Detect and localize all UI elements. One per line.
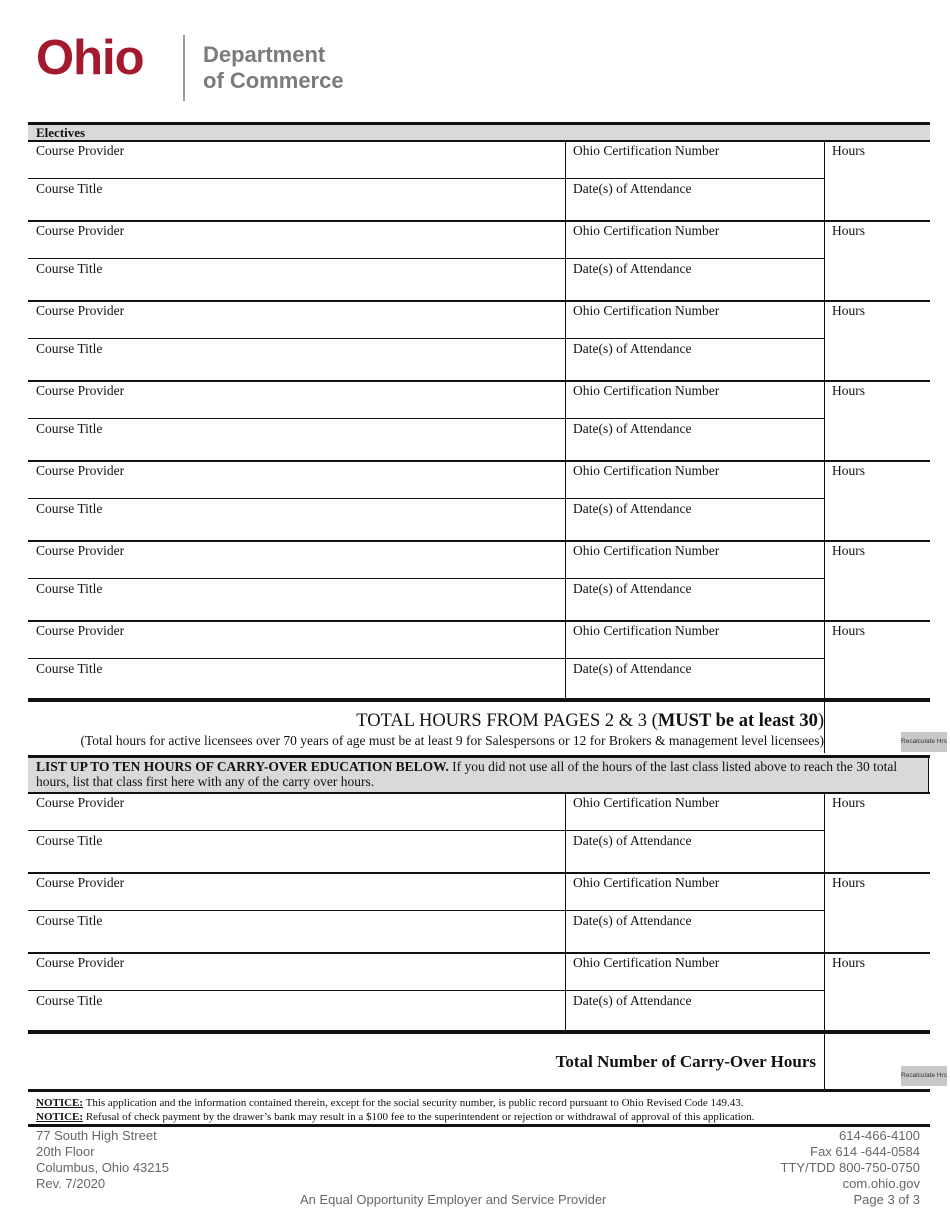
col-divider-cert: [565, 460, 566, 540]
col-divider-hours: [824, 140, 825, 220]
row-top-rule: [28, 792, 930, 794]
hours-field[interactable]: Hours: [832, 223, 865, 238]
ohio-logo: Ohio: [36, 31, 144, 85]
col-divider-cert: [565, 620, 566, 700]
col-divider-hours: [824, 792, 825, 872]
hours-field[interactable]: Hours: [832, 955, 865, 970]
row-mid-rule: [28, 830, 825, 831]
table-bottom-rule: [28, 698, 930, 702]
row-top-rule: [28, 540, 930, 542]
row-top-rule: [28, 220, 930, 222]
col-divider-hours: [824, 460, 825, 540]
attendance-dates-field[interactable]: Date(s) of Attendance: [573, 913, 692, 928]
address-line-2: 20th Floor: [36, 1144, 95, 1159]
footer-address: [36, 1128, 169, 1192]
total-title-suffix: ): [817, 711, 824, 731]
course-provider-field[interactable]: Course Provider: [36, 623, 125, 638]
course-title-field[interactable]: Course Title: [36, 661, 103, 676]
electives-title: Electives: [36, 125, 86, 140]
col-divider-cert: [565, 952, 566, 1032]
row-mid-rule: [28, 498, 825, 499]
attendance-dates-field[interactable]: Date(s) of Attendance: [573, 833, 692, 848]
table-bottom-rule: [28, 1030, 930, 1034]
address-line-3: Columbus, Ohio 43215: [36, 1160, 169, 1175]
certification-number-field[interactable]: Ohio Certification Number: [573, 543, 720, 558]
hours-field[interactable]: Hours: [832, 623, 865, 638]
course-provider-field[interactable]: Course Provider: [36, 383, 125, 398]
certification-number-field[interactable]: Ohio Certification Number: [573, 303, 720, 318]
carryover-total-label: Total Number of Carry-Over Hours: [555, 1052, 816, 1071]
fax-number: Fax 614 -644-0584: [810, 1144, 920, 1159]
row-top-rule: [28, 140, 930, 142]
row-top-rule: [28, 380, 930, 382]
course-provider-field[interactable]: Course Provider: [36, 303, 125, 318]
phone-number: 614-466-4100: [839, 1128, 920, 1143]
attendance-dates-field[interactable]: Date(s) of Attendance: [573, 501, 692, 516]
carryover-heading: [36, 759, 916, 789]
course-provider-field[interactable]: Course Provider: [36, 223, 125, 238]
course-provider-field[interactable]: Course Provider: [36, 543, 125, 558]
notice-check-refusal: [36, 1110, 755, 1124]
footer-contact: [781, 1128, 920, 1208]
footer-top-rule: [28, 1124, 930, 1127]
col-divider-cert: [565, 792, 566, 872]
col-divider-hours: [824, 220, 825, 300]
hours-field[interactable]: Hours: [832, 383, 865, 398]
course-provider-field[interactable]: Course Provider: [36, 463, 125, 478]
course-title-field[interactable]: Course Title: [36, 501, 103, 516]
notice-text: Refusal of check payment by the drawer’s bank may result in a $100 fee to the superintendent or rejection or withdrawal of approval of this application.: [83, 1111, 755, 1123]
certification-number-field[interactable]: Ohio Certification Number: [573, 955, 720, 970]
course-title-field[interactable]: Course Title: [36, 341, 103, 356]
certification-number-field[interactable]: Ohio Certification Number: [573, 795, 720, 810]
row-mid-rule: [28, 910, 825, 911]
total-title-prefix: TOTAL HOURS FROM PAGES 2 & 3 (: [356, 711, 658, 731]
total-title-bold: MUST be at least 30: [657, 711, 818, 731]
course-provider-field[interactable]: Course Provider: [36, 143, 125, 158]
row-mid-rule: [28, 338, 825, 339]
certification-number-field[interactable]: Ohio Certification Number: [573, 875, 720, 890]
hours-field[interactable]: Hours: [832, 543, 865, 558]
page-number: Page 3 of 3: [853, 1192, 920, 1207]
row-top-rule: [28, 952, 930, 954]
course-title-field[interactable]: Course Title: [36, 913, 103, 928]
logo-divider: [183, 35, 185, 101]
row-top-rule: [28, 300, 930, 302]
notice-label: NOTICE:: [36, 1097, 84, 1109]
website-link[interactable]: com.ohio.gov: [842, 1176, 920, 1191]
address-line-1: 77 South High Street: [36, 1128, 157, 1143]
eeo-statement: An Equal Opportunity Employer and Service Provider: [300, 1192, 607, 1207]
attendance-dates-field[interactable]: Date(s) of Attendance: [573, 581, 692, 596]
department-name: [203, 42, 344, 94]
col-divider-cert: [565, 220, 566, 300]
col-divider-hours: [824, 300, 825, 380]
hours-field[interactable]: Hours: [832, 303, 865, 318]
col-divider-cert: [565, 872, 566, 952]
row-top-rule: [28, 872, 930, 874]
certification-number-field[interactable]: Ohio Certification Number: [573, 623, 720, 638]
attendance-dates-field[interactable]: Date(s) of Attendance: [573, 261, 692, 276]
electives-top-rule: [28, 122, 930, 125]
hours-field[interactable]: Hours: [832, 463, 865, 478]
hours-field[interactable]: Hours: [832, 143, 865, 158]
col-divider-hours: [824, 952, 825, 1032]
hours-field[interactable]: Hours: [832, 875, 865, 890]
hours-field[interactable]: Hours: [832, 795, 865, 810]
electives-band: [28, 124, 930, 140]
col-divider-cert: [565, 540, 566, 620]
row-mid-rule: [28, 578, 825, 579]
col-divider-cert: [565, 300, 566, 380]
course-title-field[interactable]: Course Title: [36, 581, 103, 596]
course-title-field[interactable]: Course Title: [36, 181, 103, 196]
attendance-dates-field[interactable]: Date(s) of Attendance: [573, 341, 692, 356]
carryover-heading-bold: LIST UP TO TEN HOURS OF CARRY-OVER EDUCATION BELOW.: [36, 759, 449, 774]
attendance-dates-field[interactable]: Date(s) of Attendance: [573, 661, 692, 676]
col-divider-hours: [824, 540, 825, 620]
notice-top-rule: [28, 1089, 930, 1092]
course-provider-field[interactable]: Course Provider: [36, 955, 125, 970]
recalculate-total-button[interactable]: Recalculate Hrs: [901, 732, 947, 752]
row-mid-rule: [28, 990, 825, 991]
attendance-dates-field[interactable]: Date(s) of Attendance: [573, 421, 692, 436]
certification-number-field[interactable]: Ohio Certification Number: [573, 383, 720, 398]
course-provider-field[interactable]: Course Provider: [36, 875, 125, 890]
course-title-field[interactable]: Course Title: [36, 421, 103, 436]
certification-number-field[interactable]: Ohio Certification Number: [573, 223, 720, 238]
recalculate-carryover-button[interactable]: Recalculate Hrs: [901, 1066, 947, 1086]
attendance-dates-field[interactable]: Date(s) of Attendance: [573, 993, 692, 1008]
notice-public-record: [36, 1096, 743, 1110]
carryover-band-edge: [928, 757, 929, 792]
col-divider-hours: [824, 380, 825, 460]
carryover-total-divider: [824, 1032, 825, 1089]
total-hours-title: [356, 711, 824, 732]
row-mid-rule: [28, 178, 825, 179]
total-divider: [824, 700, 825, 753]
tty-number: TTY/TDD 800-750-0750: [780, 1160, 920, 1175]
col-divider-hours: [824, 620, 825, 700]
department-line-1: Department: [203, 42, 326, 67]
certification-number-field[interactable]: Ohio Certification Number: [573, 143, 720, 158]
certification-number-field[interactable]: Ohio Certification Number: [573, 463, 720, 478]
row-mid-rule: [28, 258, 825, 259]
notice-label: NOTICE:: [36, 1111, 84, 1123]
notice-text: This application and the information contained therein, except for the social security number, is public record pursuant to Ohio Revised Code 149.43.: [83, 1097, 744, 1109]
department-line-2: of Commerce: [203, 68, 344, 93]
col-divider-cert: [565, 140, 566, 220]
course-title-field[interactable]: Course Title: [36, 261, 103, 276]
revision-date: Rev. 7/2020: [36, 1176, 106, 1191]
total-hours-note: (Total hours for active licensees over 70 years of age must be at least 9 for Salespersons or 12 for Brokers & management level licensees): [80, 733, 824, 748]
course-provider-field[interactable]: Course Provider: [36, 795, 125, 810]
col-divider-cert: [565, 380, 566, 460]
attendance-dates-field[interactable]: Date(s) of Attendance: [573, 181, 692, 196]
row-top-rule: [28, 620, 930, 622]
row-top-rule: [28, 460, 930, 462]
course-title-field[interactable]: Course Title: [36, 993, 103, 1008]
carryover-top-rule: [28, 755, 930, 758]
carryover-heading-text: If you did not use all of the hours of the last class listed above to reach the 30 total hours, list that class first here with any of the carry over hours.: [36, 759, 898, 789]
col-divider-hours: [824, 872, 825, 952]
course-title-field[interactable]: Course Title: [36, 833, 103, 848]
row-mid-rule: [28, 418, 825, 419]
row-mid-rule: [28, 658, 825, 659]
